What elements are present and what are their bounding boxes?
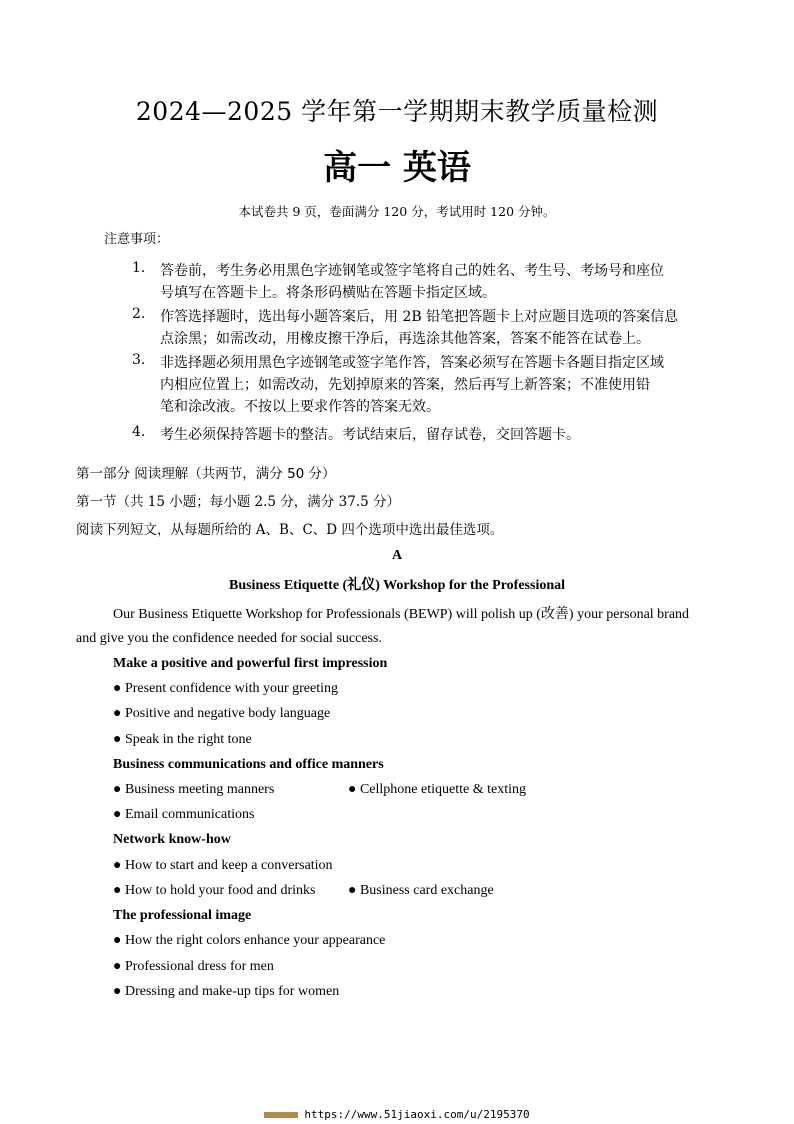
- bullet-item: ● Dressing and make-up tips for women: [113, 984, 340, 999]
- bullet-item: ● How to hold your food and drinks: [113, 883, 316, 898]
- notice-item-line: 内相应位置上；如需改动，先划掉原来的答案，然后再写上新答案；不准使用铅: [160, 377, 650, 393]
- passage-intro-line: and give you the confidence needed for social success.: [76, 631, 382, 646]
- bullet-item: ● Professional dress for men: [113, 959, 274, 974]
- section-heading: Network know-how: [113, 832, 231, 847]
- notice-item-line: 答卷前，考生务必用黑色字迹钢笔或签字笔将自己的姓名、考生号、考场号和座位: [160, 263, 664, 279]
- reading-instruction: 阅读下列短文，从每题所给的 A、B、C、D 四个选项中选出最佳选项。: [76, 522, 504, 538]
- exam-title: 2024—2025 学年第一学期期末教学质量检测: [135, 97, 659, 126]
- exam-info: 本试卷共 9 页，卷面满分 120 分，考试用时 120 分钟。: [238, 204, 556, 219]
- section-heading: The professional image: [113, 908, 252, 923]
- notice-item-line: 点涂黑；如需改动，用橡皮擦干净后，再选涂其他答案，答案不能答在试卷上。: [160, 331, 650, 347]
- bullet-item: ● Positive and negative body language: [113, 706, 331, 721]
- footer-url[interactable]: https://www.51jiaoxi.com/u/2195370: [304, 1108, 530, 1121]
- section-heading: Business communications and office manners: [113, 757, 384, 772]
- notice-item-line: 考生必须保持答题卡的整洁。考试结束后，留存试卷，交回答题卡。: [160, 427, 580, 443]
- section-one-line: [76, 490, 400, 510]
- bullet-item: ● Email communications: [113, 807, 255, 822]
- passage-intro-line: Our Business Etiquette Workshop for Professionals (BEWP) will polish up (改善) your personal brand: [113, 607, 690, 622]
- bullet-item: ● Speak in the right tone: [113, 732, 252, 747]
- passage-letter: A: [391, 548, 403, 563]
- exam-subject: 高一 英语: [323, 148, 471, 188]
- notice-item-line: 非选择题必须用黑色字迹钢笔或签字笔作答，答案必须写在答题卡各题目指定区域: [160, 355, 664, 371]
- notice-item-number: 2.: [132, 306, 146, 322]
- bullet-item: ● Cellphone etiquette & texting: [348, 782, 526, 797]
- notice-item-number: 3.: [132, 352, 146, 368]
- bullet-item: ● Business meeting manners: [113, 782, 275, 797]
- section-one-label: 第一节: [76, 494, 117, 510]
- notice-heading: 注意事项：: [104, 232, 170, 247]
- bullet-item: ● Present confidence with your greeting: [113, 681, 338, 696]
- notice-item-number: 1.: [132, 260, 146, 276]
- bullet-item: ● How the right colors enhance your appearance: [113, 933, 386, 948]
- passage-title: Business Etiquette (礼仪) Workshop for the Professional: [228, 578, 566, 593]
- watermark-logo-icon: [264, 1112, 298, 1118]
- notice-item-line: 笔和涂改液。不按以上要求作答的答案无效。: [160, 399, 440, 415]
- notice-item-line: 作答选择题时，选出每小题答案后，用 2B 铅笔把答题卡上对应题目选项的答案信息: [160, 309, 679, 325]
- section-one-detail: （共 15 小题；每小题 2.5 分，满分 37.5 分）: [116, 494, 400, 510]
- bullet-item: ● How to start and keep a conversation: [113, 858, 333, 873]
- notice-item-number: 4.: [132, 424, 146, 440]
- part-one-title: 第一部分 阅读理解（共两节，满分 50 分）: [76, 466, 336, 482]
- notice-item-line: 号填写在答题卡上。将条形码横贴在答题卡指定区域。: [160, 285, 496, 301]
- section-heading: Make a positive and powerful first impression: [113, 656, 388, 671]
- footer-watermark: [0, 1108, 794, 1121]
- bullet-item: ● Business card exchange: [348, 883, 494, 898]
